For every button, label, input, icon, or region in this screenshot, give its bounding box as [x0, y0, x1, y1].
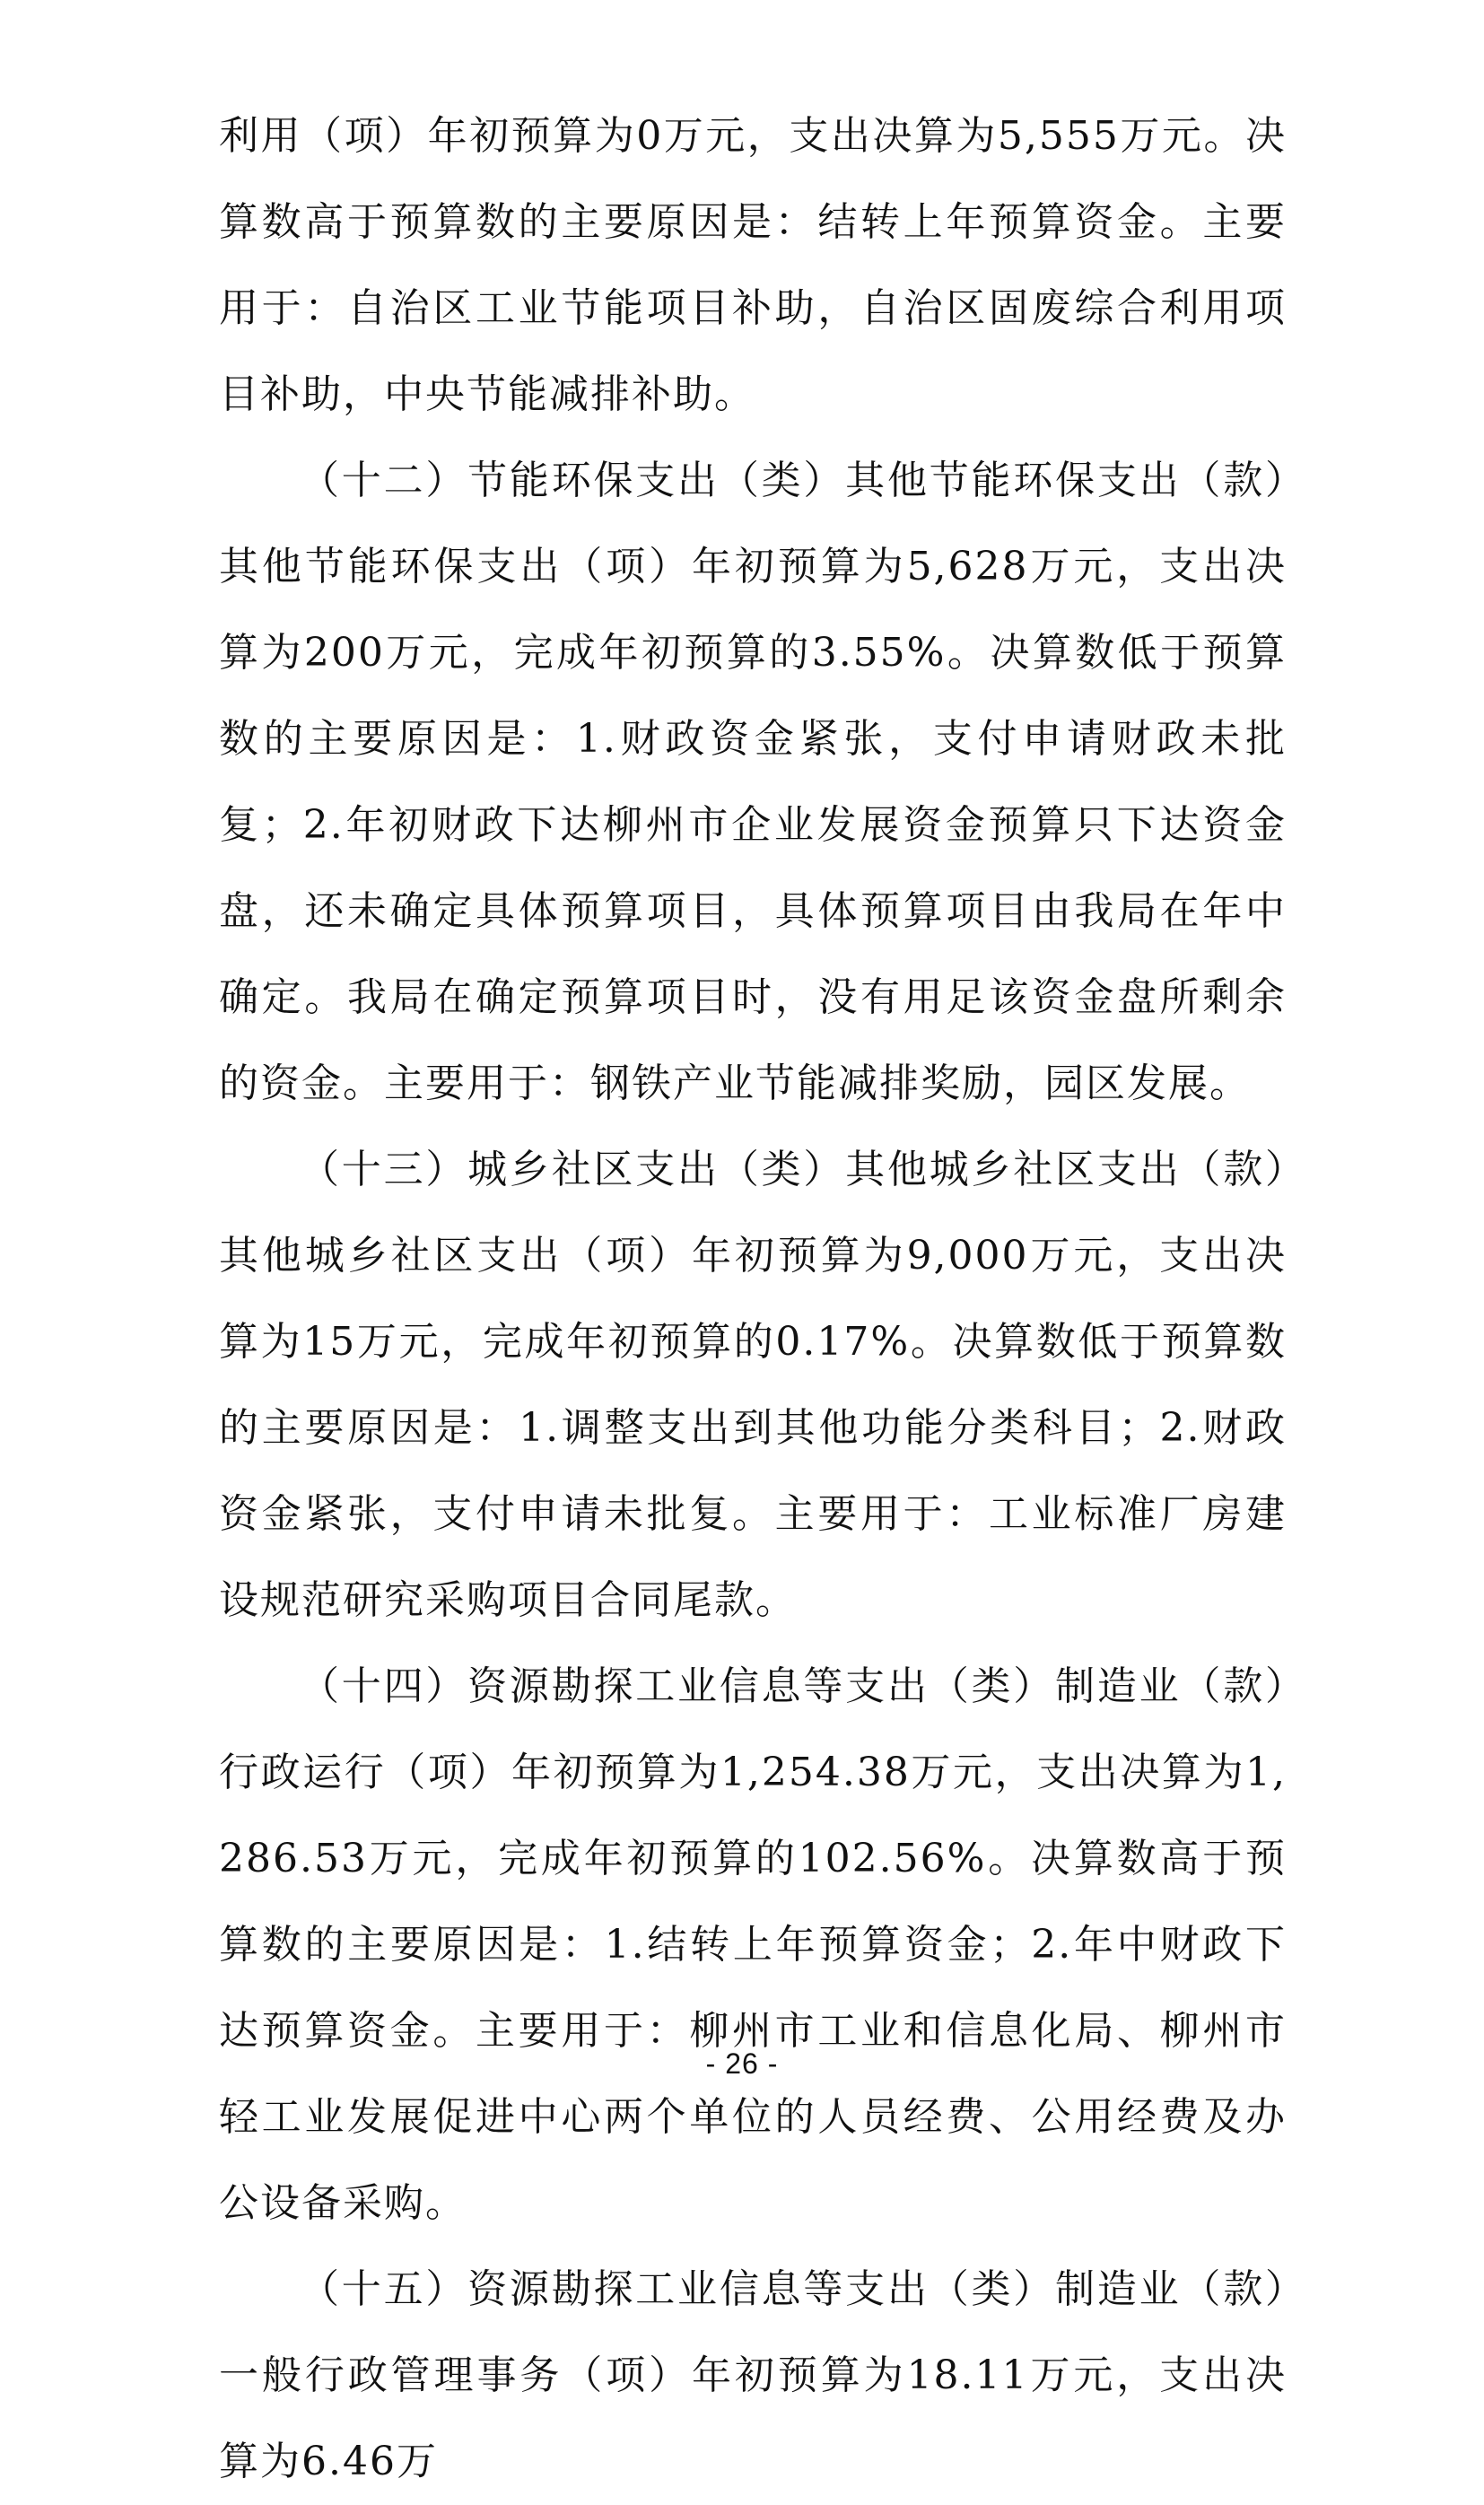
paragraph-item-13: （十三）城乡社区支出（类）其他城乡社区支出（款）其他城乡社区支出（项）年初预算为9,000万元，支出决算为15万元，完成年初预算的0.17%。决算数低于预算数的主要原因是：1.调整支出到其他功能分类科目；2.财政资金紧张，支付申请未批复。主要用于：工业标准厂房建设规范研究采购项目合同尾款。	[219, 1147, 1287, 1623]
paragraph-item-15: （十五）资源勘探工业信息等支出（类）制造业（款）一般行政管理事务（项）年初预算为18.11万元，支出决算为6.46万	[219, 2266, 1287, 2484]
paragraph-continuation: 利用（项）年初预算为0万元，支出决算为5,555万元。决算数高于预算数的主要原因是：结转上年预算资金。主要用于：自治区工业节能项目补助，自治区固废综合利用项目补助，中央节能减排补助。	[219, 113, 1287, 417]
paragraph-item-14: （十四）资源勘探工业信息等支出（类）制造业（款）行政运行（项）年初预算为1,254.38万元，支出决算为1,286.53万元，完成年初预算的102.56%。决算数高于预算数的主要原因是：1.结转上年预算资金；2.年中财政下达预算资金。主要用于：柳州市工业和信息化局、柳州市轻工业发展促进中心两个单位的人员经费、公用经费及办公设备采购。	[219, 1663, 1287, 2226]
paragraph-item-12: （十二）节能环保支出（类）其他节能环保支出（款）其他节能环保支出（项）年初预算为5,628万元，支出决算为200万元，完成年初预算的3.55%。决算数低于预算数的主要原因是：1.财政资金紧张，支付申请财政未批复；2.年初财政下达柳州市企业发展资金预算只下达资金盘，还未确定具体预算项目，具体预算项目由我局在年中确定。我局在确定预算项目时，没有用足该资金盘所剩余的资金。主要用于：钢铁产业节能减排奖励，园区发展。	[219, 458, 1287, 1106]
document-body	[219, 93, 1287, 2505]
page-number: - 26 -	[705, 2047, 779, 2080]
